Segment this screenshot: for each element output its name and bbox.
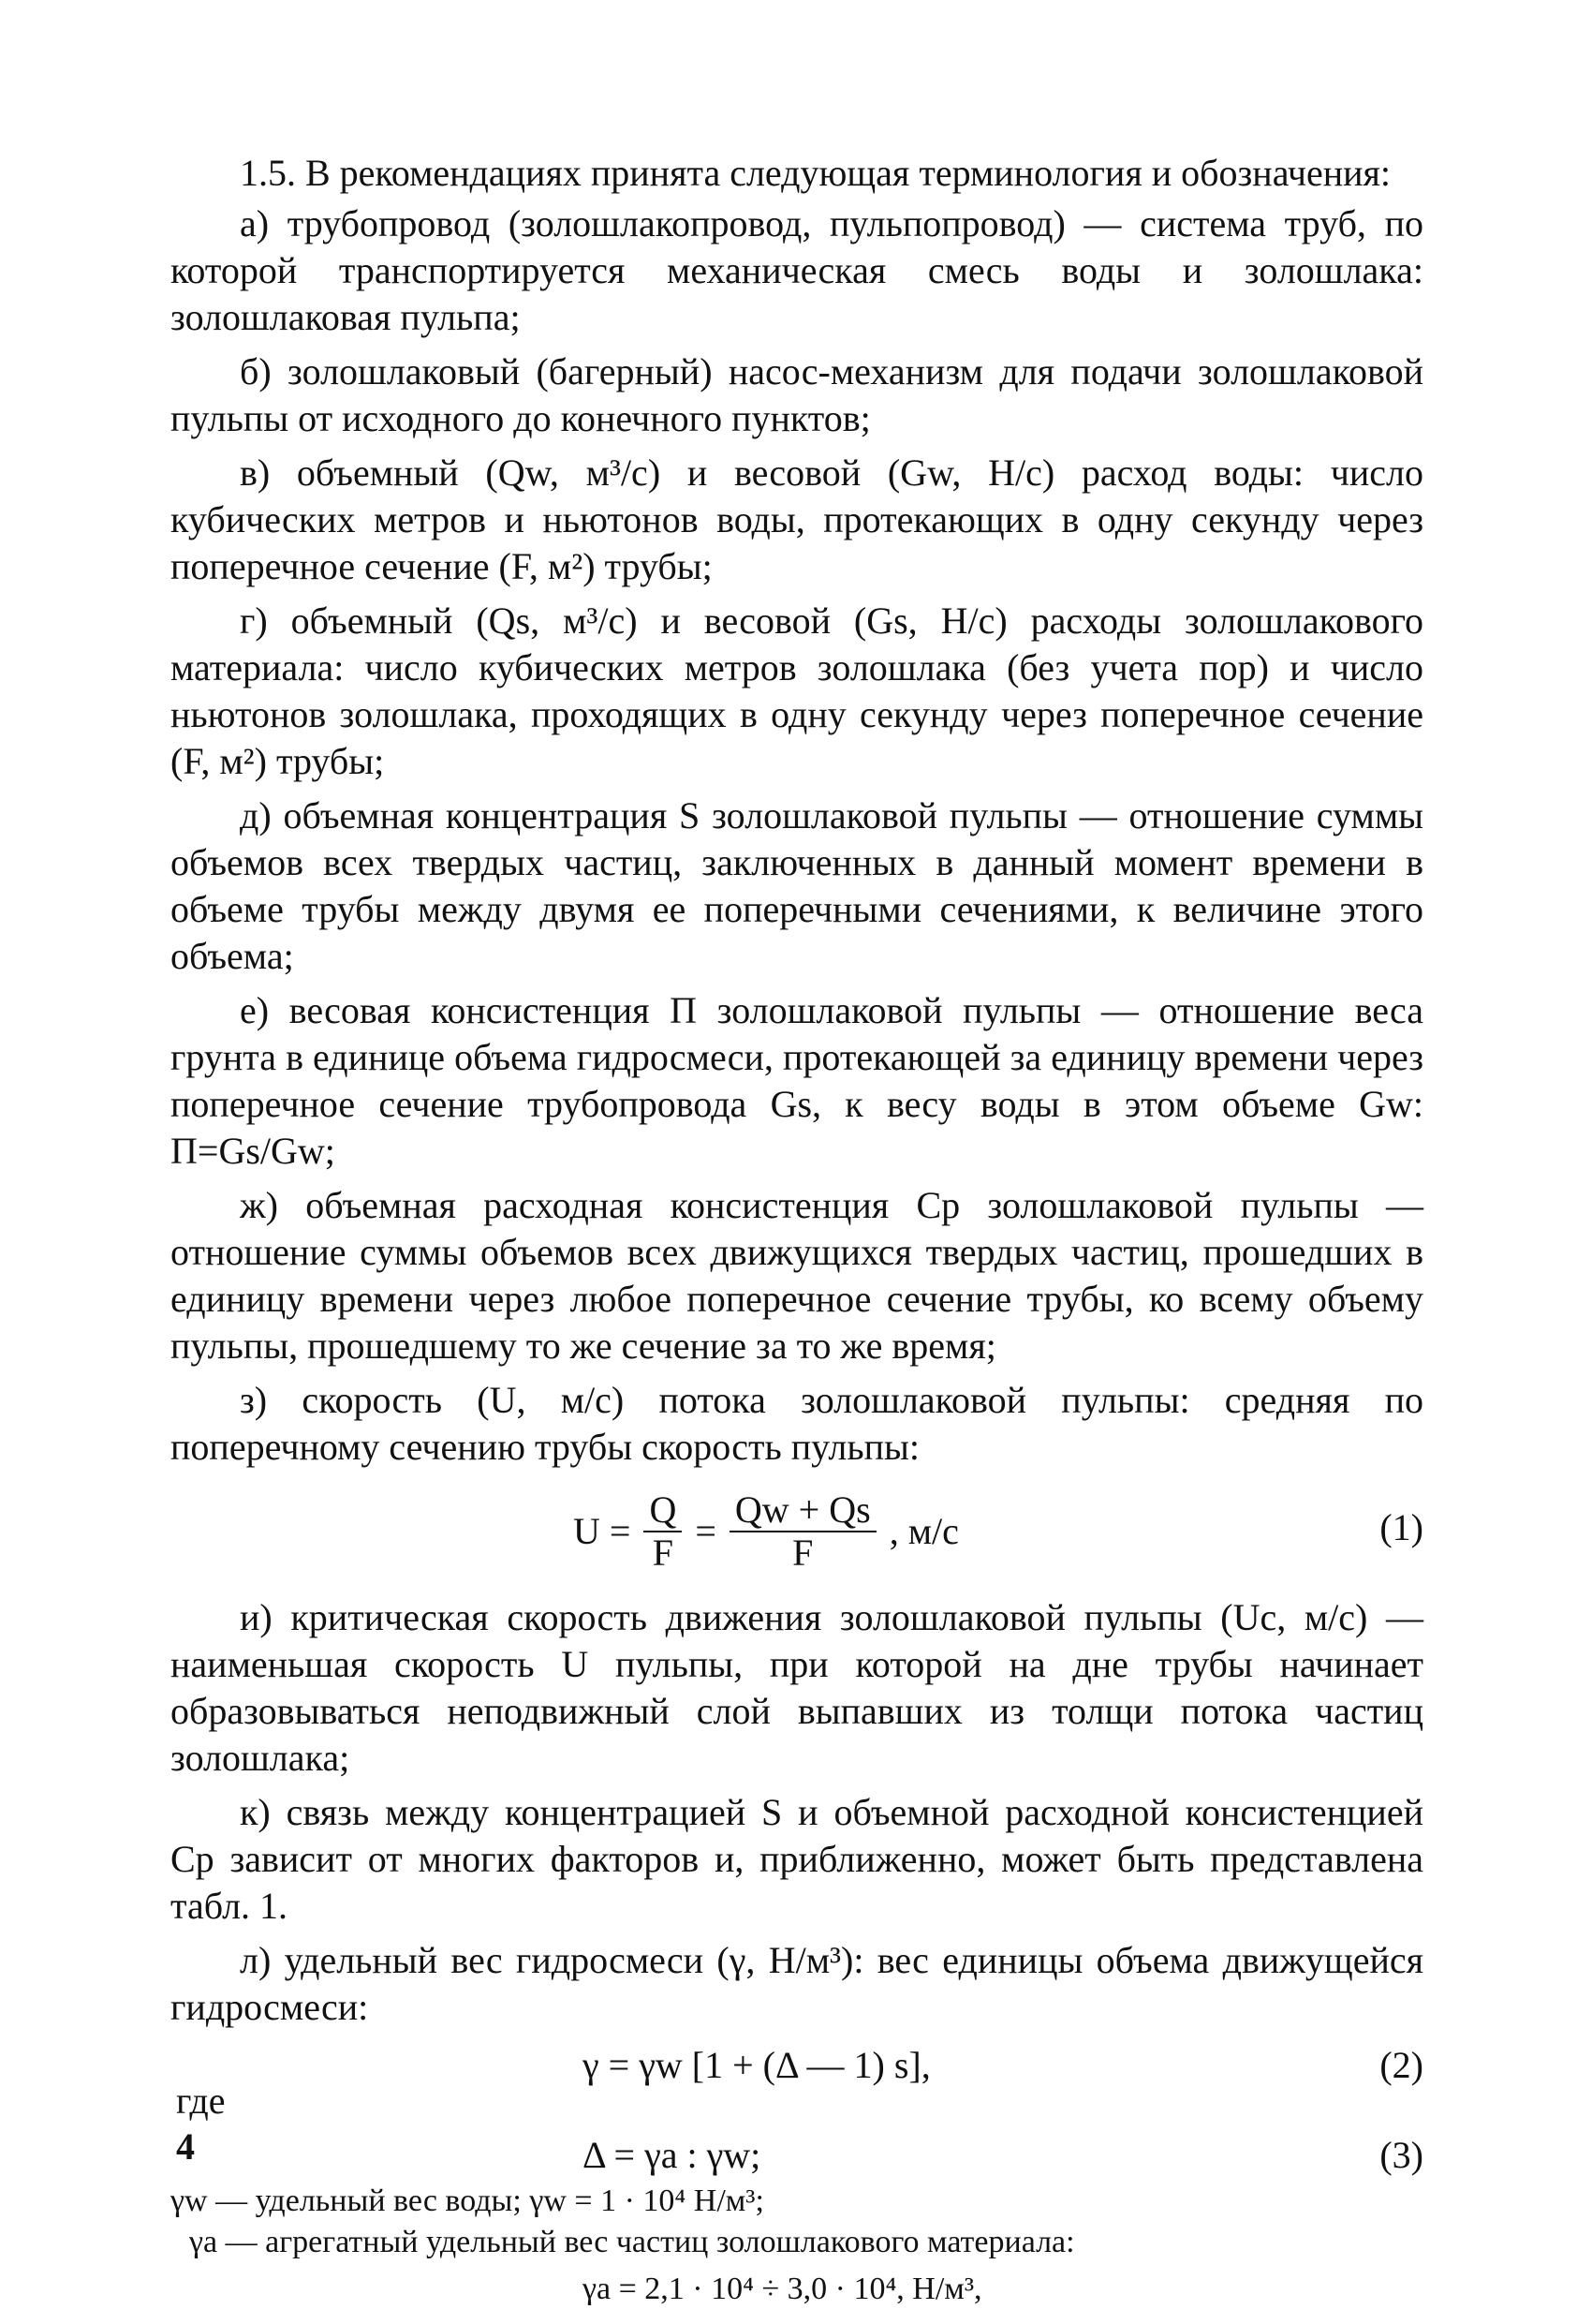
fraction-1-denominator: F: [652, 1532, 674, 1574]
fraction-2-denominator: F: [792, 1532, 814, 1574]
paragraph-g: г) объемный (Qs, м³/с) и весовой (Gs, Н/с) расходы золошлакового материала: число кубических метров золошлака (без учета пор) и число ньютонов золошлака, проходящих в одну секунду через поперечное сечение (F, м²) трубы;: [170, 600, 1423, 782]
formula-1-unit: , м/с: [889, 1510, 959, 1552]
paragraph-v: в) объемный (Qw, м³/с) и весовой (Gw, Н/с) расход воды: число кубических метров и ньютонов воды, протекающих в одну секунду через поперечное сечение (F, м²) трубы;: [170, 451, 1423, 587]
page-number: 4: [176, 2125, 195, 2168]
formula-2-row: [170, 2038, 1423, 2091]
paragraph-d: д) объемная концентрация S золошлаковой пульпы — отношение суммы объемов всех твердых частиц, заключенных в данный момент времени в объеме трубы между двумя ее поперечными сечениями, к величине этого объема;: [170, 794, 1423, 977]
paragraph-k: к) связь между концентрацией S и объемной расходной консистенцией Cp зависит от многих факторов и, приближенно, может быть представлена табл. 1.: [170, 1791, 1423, 1927]
formula-3-row: [170, 2128, 1423, 2181]
definition-gamma-a-value: γa = 2,1 · 10⁴ ÷ 3,0 · 10⁴, Н/м³,: [582, 2272, 982, 2306]
where-row: [170, 2080, 1423, 2128]
paragraph-e: е) весовая консистенция П золошлаковой пульпы — отношение веса грунта в единице объема гидросмеси, протекающей за единицу времени через поперечное сечение трубопровода Gs, к весу воды в этом объеме Gw: П=Gs/Gw;: [170, 989, 1423, 1172]
equation-number-3: (3): [1379, 2134, 1423, 2176]
formula-2: γ = γw [1 + (Δ — 1) s],: [582, 2044, 931, 2086]
formula-3: Δ = γa : γw;: [582, 2134, 761, 2176]
where-label: где: [176, 2080, 226, 2122]
formula-1: [573, 1489, 959, 1574]
document-body: [170, 150, 1423, 2310]
paragraph-intro: 1.5. В рекомендациях принята следующая терминология и обозначения:: [240, 152, 1392, 194]
paragraph-b: б) золошлаковый (багерный) насос-механизм для подачи золошлаковой пульпы от исходного до конечного пунктов;: [170, 350, 1423, 439]
definition-gamma-w: γw — удельный вес воды; γw = 1 · 10⁴ Н/м³;: [170, 2183, 764, 2218]
paragraph-l: л) удельный вес гидросмеси (γ, Н/м³): вес единицы объема движущейся гидросмеси:: [170, 1939, 1423, 2028]
definition-gamma-a: γa — агрегатный удельный вес частиц золошлакового материала:: [189, 2225, 1075, 2259]
formula-1-fraction-2: [730, 1489, 877, 1574]
paragraph-a: а) трубопровод (золошлакопровод, пульпопровод) — система труб, по которой транспортируется механическая смесь воды и золошлака: золошлаковая пульпа;: [170, 202, 1423, 338]
paragraph-zh: ж) объемная расходная консистенция Cp золошлаковой пульпы — отношение суммы объемов всех движущихся твердых частиц, прошедших в единицу времени через любое поперечное сечение трубы, ко всему объему пульпы, прошедшему то же сечение за то же время;: [170, 1184, 1423, 1367]
fraction-1-numerator: Q: [643, 1489, 682, 1532]
paragraph-z: з) скорость (U, м/с) потока золошлаковой пульпы: средняя по поперечному сечению трубы скорость пульпы:: [170, 1379, 1423, 1468]
fraction-2-numerator: Qw + Qs: [730, 1489, 877, 1532]
formula-1-equals: =: [695, 1510, 716, 1552]
formula-1-lhs: U =: [573, 1510, 631, 1552]
formula-1-row: [170, 1478, 1423, 1576]
formula-1-fraction-1: [643, 1489, 682, 1574]
paragraph-i: и) критическая скорость движения золошлаковой пульпы (Uc, м/с) — наименьшая скорость U пульпы, при которой на дне трубы начинает образовываться неподвижный слой выпавших из толщи потока частиц золошлака;: [170, 1596, 1423, 1779]
equation-number-2: (2): [1379, 2044, 1423, 2086]
equation-number-1: (1): [1379, 1506, 1423, 1548]
